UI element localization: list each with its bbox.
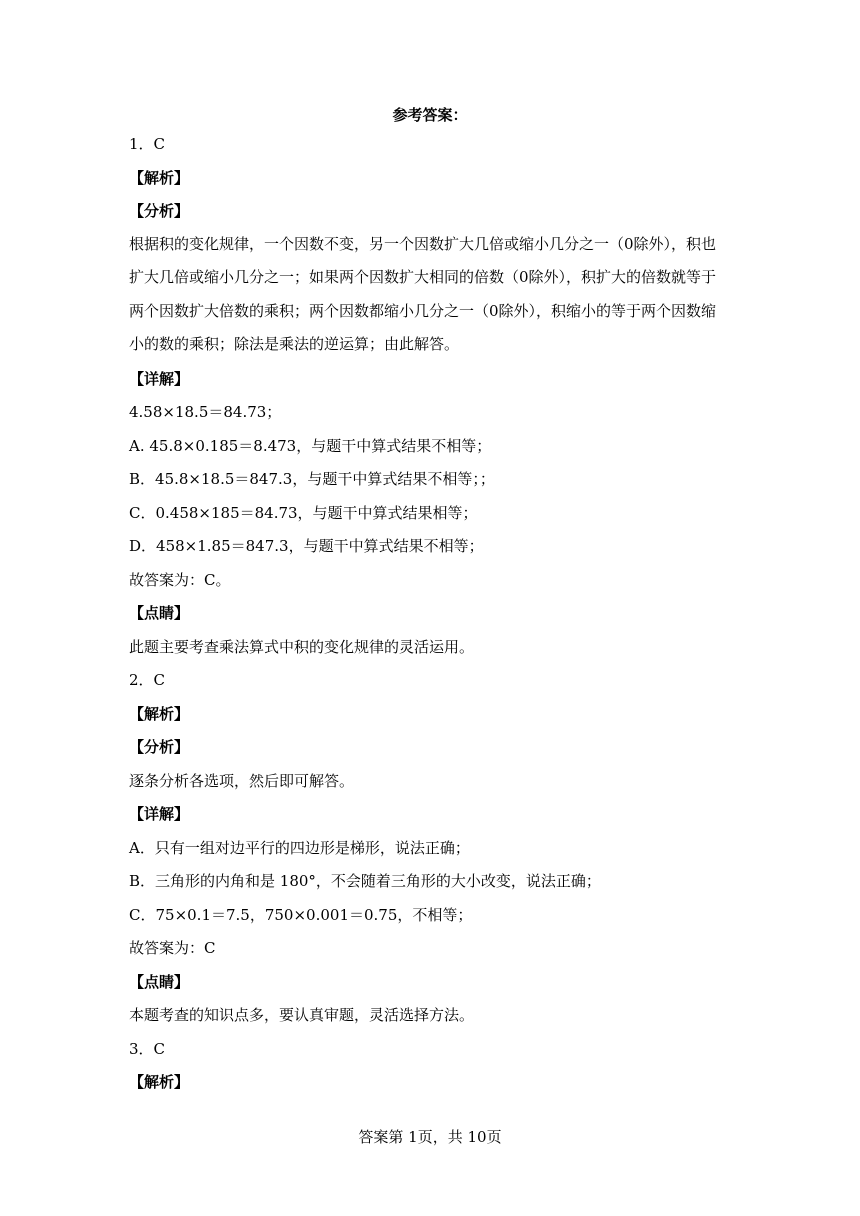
q2-fenxi-tag: 【分析】	[129, 738, 190, 756]
q1-fenxi-tag: 【分析】	[129, 202, 190, 220]
answer-content	[129, 134, 729, 1106]
q1-dianjing-tag: 【点睛】	[129, 604, 190, 622]
q2-option-c: C．75×0.1＝7.5，750×0.001＝0.75，不相等；	[129, 905, 473, 924]
question-2-number: 2．C	[129, 671, 166, 689]
page-footer: 答案第 1页，共 10页	[358, 1128, 502, 1146]
question-1-number: 1．C	[129, 135, 166, 153]
q1-option-c: C．0.458×185＝84.73，与题干中算式结果相等；	[129, 503, 478, 522]
q2-comment: 本题考查的知识点多，要认真审题，灵活选择方法。	[129, 1006, 475, 1024]
q2-dianjing-tag: 【点睛】	[129, 972, 190, 991]
q3-jiexi-tag: 【解析】	[129, 1073, 190, 1091]
q1-comment: 此题主要考查乘法算式中积的变化规律的灵活运用。	[129, 637, 475, 656]
question-3-number: 3．C	[129, 1039, 166, 1058]
page-title: 参考答案：	[392, 106, 468, 124]
q2-analysis-text: 逐条分析各选项，然后即可解答。	[129, 771, 355, 790]
q2-jiexi-tag: 【解析】	[129, 704, 190, 723]
q2-option-a: A．只有一组对边平行的四边形是梯形，说法正确；	[129, 838, 470, 857]
q1-option-d: D．458×1.85＝847.3，与题干中算式结果不相等；	[129, 537, 484, 555]
q1-answer: 故答案为：C。	[129, 570, 231, 589]
q1-option-a: A. 45.8×0.185＝8.473，与题干中算式结果不相等；	[129, 436, 492, 455]
q2-xiangjie-tag: 【详解】	[129, 805, 190, 823]
q1-detail-line: 4.58×18.5＝84.73；	[129, 403, 282, 421]
q2-option-b: B．三角形的内角和是 180°，不会随着三角形的大小改变，说法正确；	[129, 872, 601, 890]
q1-jiexi-tag: 【解析】	[129, 168, 190, 187]
q2-answer: 故答案为：C	[129, 939, 216, 957]
q1-option-b: B．45.8×18.5＝847.3，与题干中算式结果不相等；；	[129, 470, 495, 488]
q1-analysis-text: 根据积的变化规律，一个因数不变，另一个因数扩大几倍或缩小几分之一（0除外），积也扩大几倍或缩小几分之一；如果两个因数扩大相同的倍数（0除外），积扩大的倍数就等于两个因数扩大倍数的乘积；两个因数都缩小几分之一（0除外），积缩小的等于两个因数缩小的数的乘积；除法是乘法的逆运算；由此解答。	[129, 234, 717, 354]
q1-xiangjie-tag: 【详解】	[129, 369, 190, 388]
